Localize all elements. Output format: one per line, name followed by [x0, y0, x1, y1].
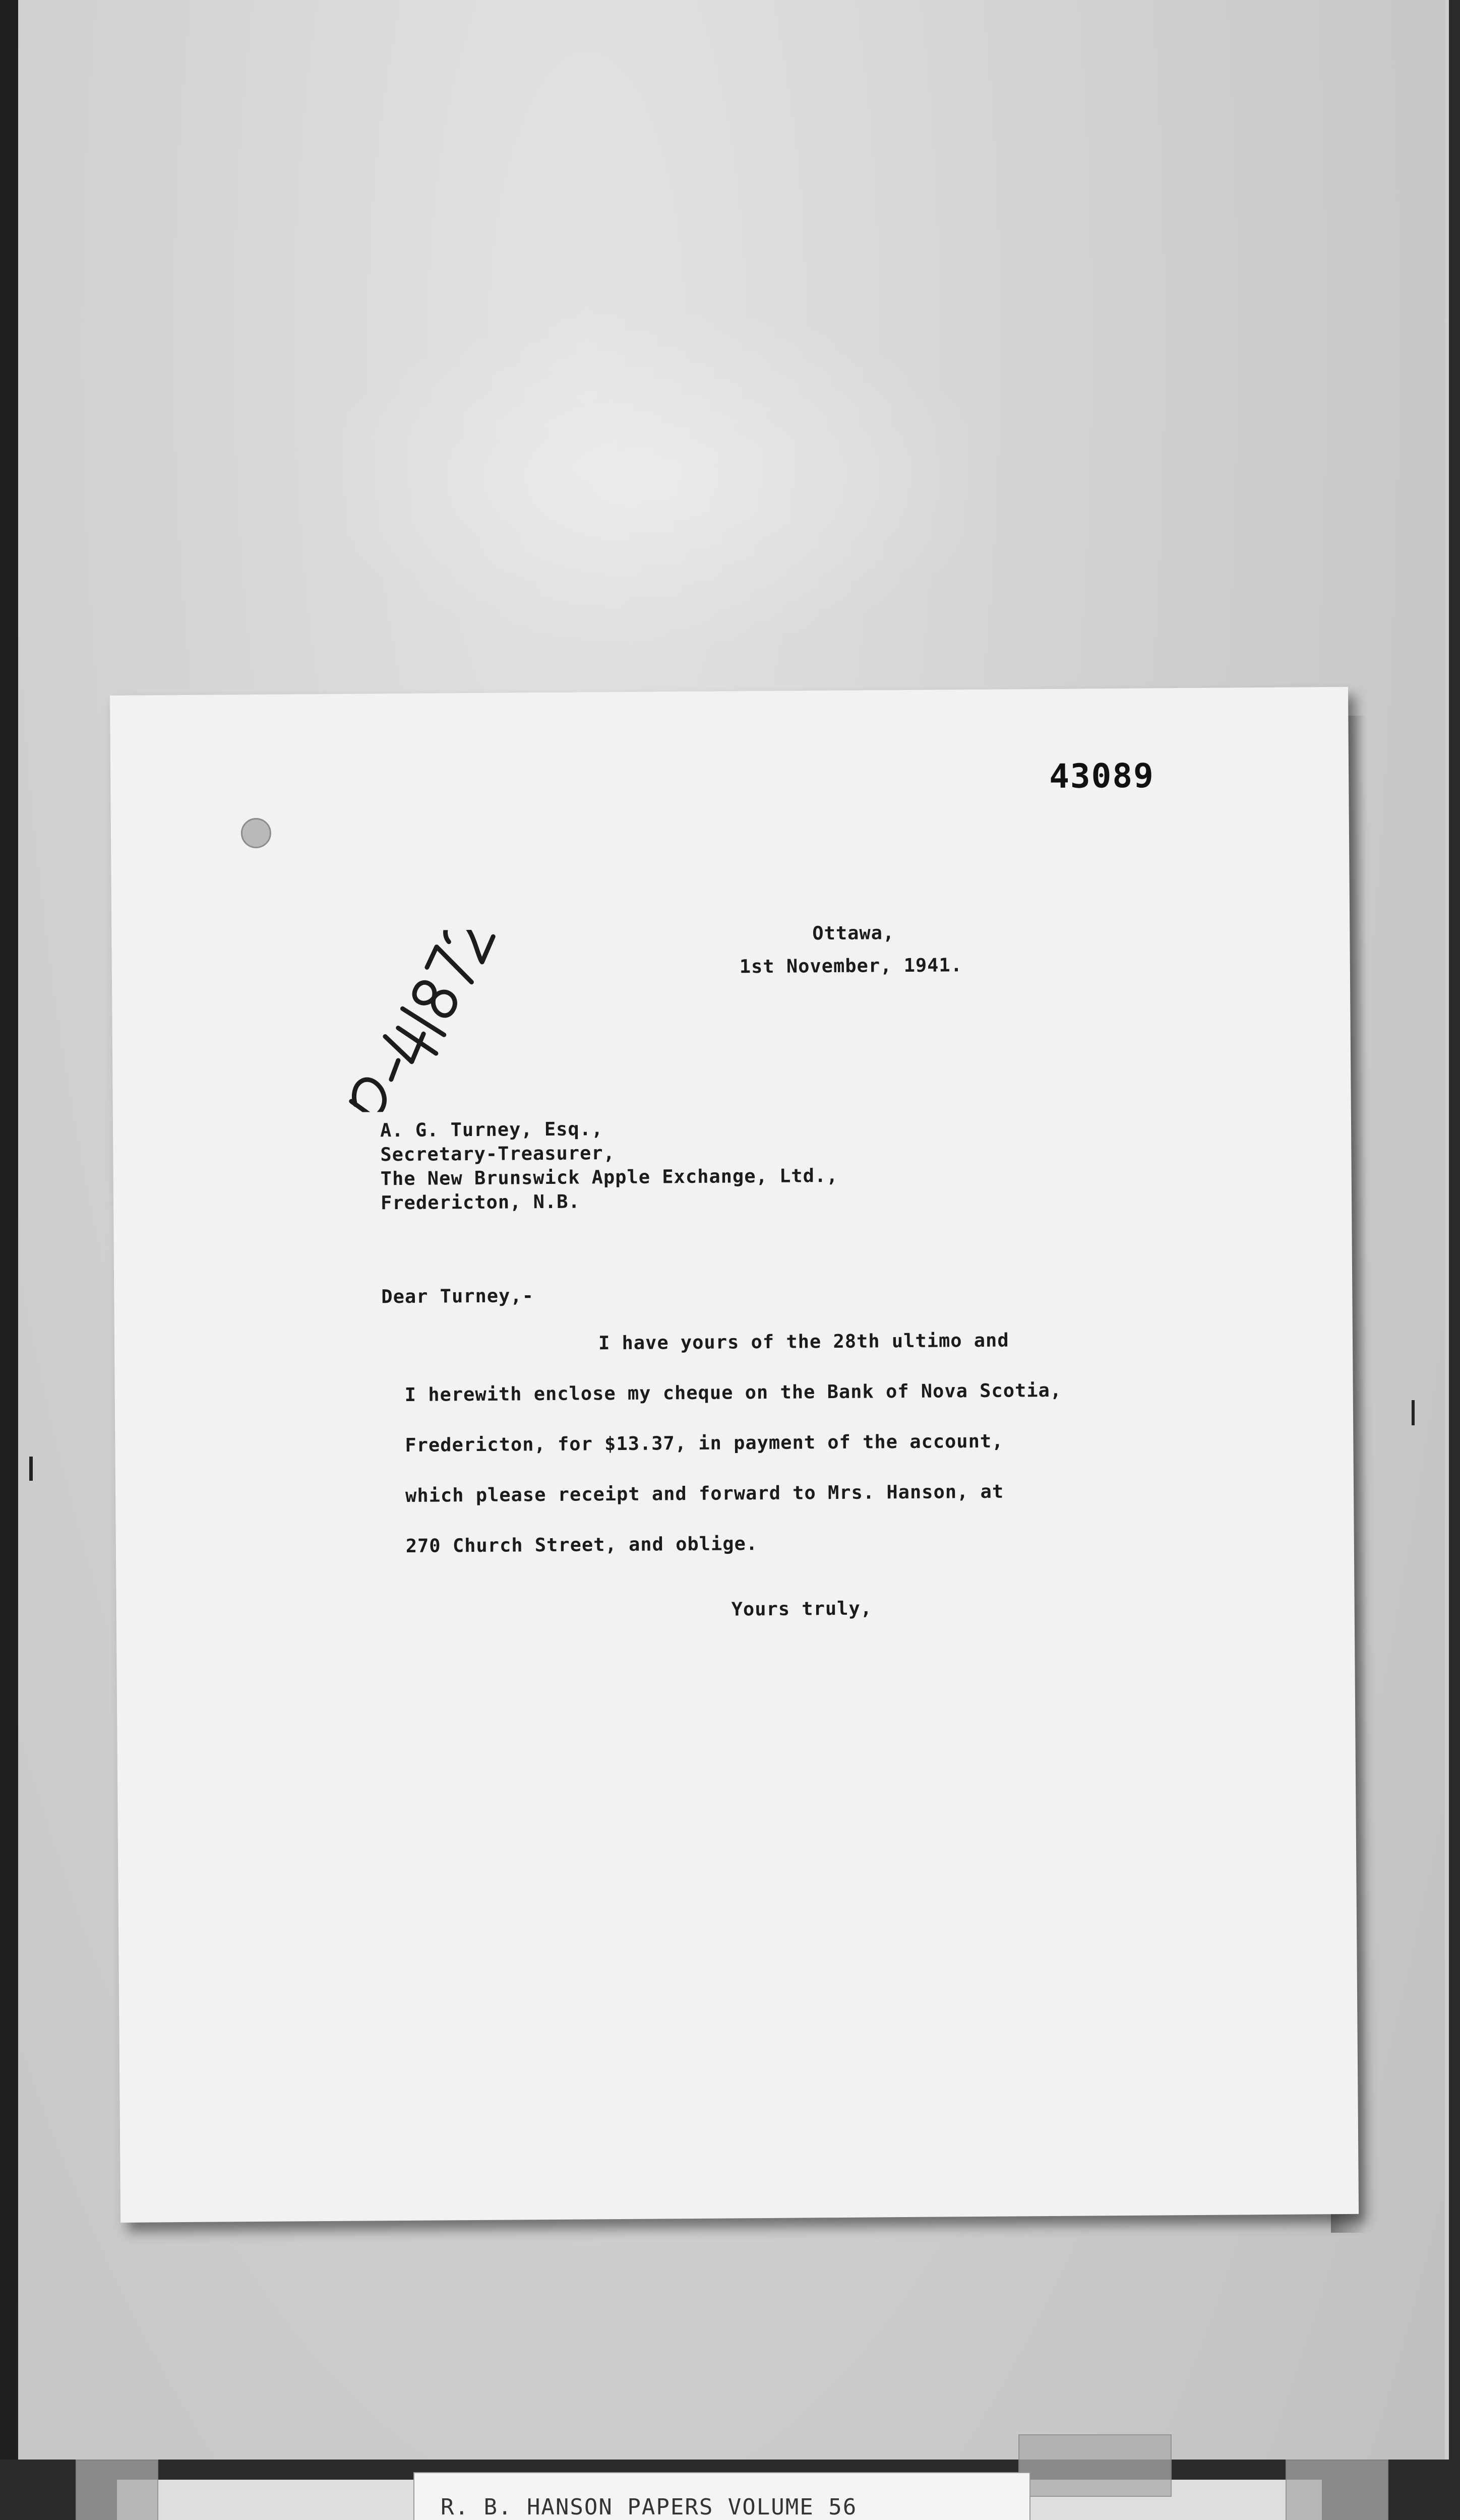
- board-right-edge: [1449, 0, 1460, 2520]
- body-line: Fredericton, for $13.37, in payment of the account,: [405, 1430, 1004, 1456]
- edge-mark-left: [29, 1457, 33, 1481]
- letter-sheet: [110, 687, 1359, 2223]
- handwritten-reference-number: [278, 929, 531, 1112]
- body-line: which please receipt and forward to Mrs. Hanson, at: [405, 1480, 1004, 1506]
- salutation: Dear Turney,-: [381, 1285, 534, 1308]
- body-line: I herewith enclose my cheque on the Bank of Nova Scotia,: [404, 1379, 1062, 1406]
- tape-left: [76, 2460, 158, 2520]
- recipient-line: Fredericton, N.B.: [380, 1190, 580, 1214]
- recipient-line: Secretary-Treasurer,: [380, 1142, 616, 1166]
- document-number: 43089: [1049, 756, 1155, 796]
- body-line: I have yours of the 28th ultimo and: [598, 1329, 1009, 1354]
- board-left-edge: [0, 0, 18, 2520]
- body-line: 270 Church Street, and oblige.: [405, 1533, 758, 1557]
- tape-top-right: [1018, 2434, 1172, 2497]
- letter-date: 1st November, 1941.: [739, 954, 963, 978]
- volume-label: R. B. HANSON PAPERS VOLUME 56: [441, 2494, 858, 2520]
- letter-place: Ottawa,: [812, 922, 895, 944]
- punch-hole: [241, 818, 271, 848]
- closing: Yours truly,: [731, 1597, 873, 1620]
- recipient-line: A. G. Turney, Esq.,: [380, 1118, 603, 1142]
- board-smudge: [302, 302, 1008, 655]
- volume-label-strip: [413, 2472, 1030, 2520]
- recipient-line: The New Brunswick Apple Exchange, Ltd.,: [380, 1164, 838, 1190]
- tape-right: [1286, 2460, 1388, 2520]
- edge-mark-right: [1412, 1400, 1415, 1425]
